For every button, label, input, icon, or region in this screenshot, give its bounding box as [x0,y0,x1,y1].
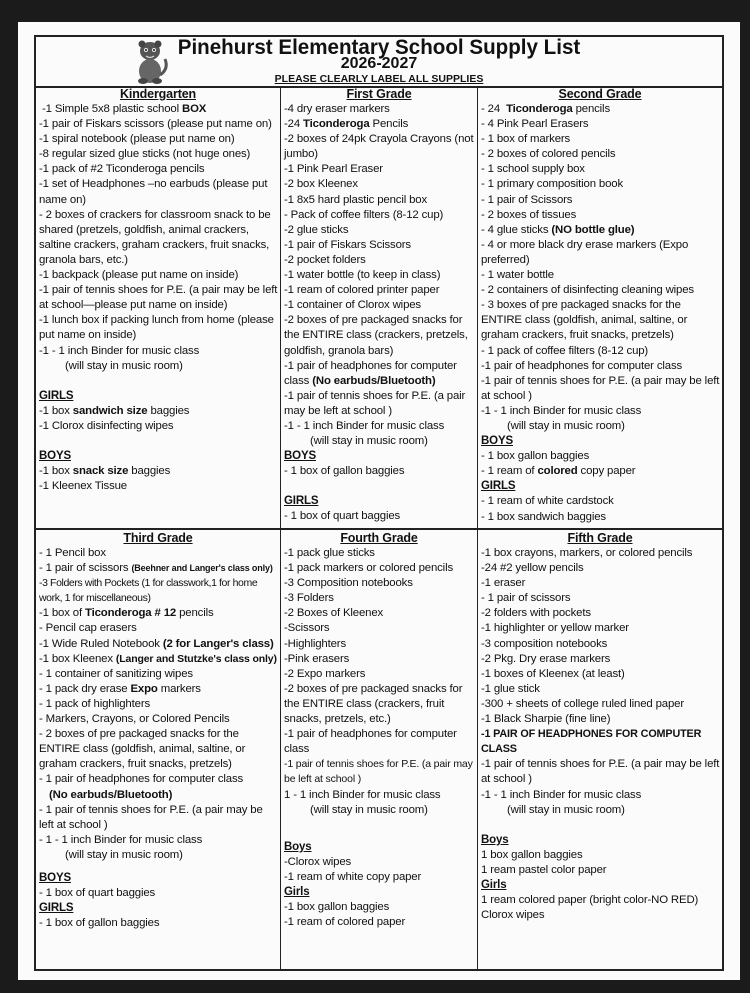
list-item: -8 regular sized glue sticks (not huge ones) [39,148,251,161]
boys-label: BOYS [284,450,316,463]
header [36,37,722,88]
list-item: - 1 pack of coffee filters (8-12 cup) [481,344,649,357]
list-item: -2 boxes of pre packaged snacks for the ENTIRE class (crackers, fruit snacks, pretzels, etc.) [284,682,463,726]
boys-label: Boys [481,833,509,846]
first-grade-section [280,86,477,528]
list-item: -1 - 1 inch Binder for music class [481,788,642,801]
boys-label: BOYS [39,449,71,462]
list-item: -3 Composition notebooks [284,577,413,590]
list-item: -300 + sheets of college ruled lined paper [481,697,684,710]
list-item: -1 PAIR OF HEADPHONES FOR COMPUTER CLASS [481,728,702,756]
list-item: -1 Wide Ruled Notebook (2 for Langer's class) [39,637,274,650]
list-item: -2 pocket folders [284,253,366,266]
list-item: -2 folders with pockets [481,607,591,620]
list-item: -1 glue stick [481,682,540,695]
list-item: - 2 boxes of colored pencils [481,148,616,161]
list-item: -1 box sandwich size baggies [39,404,190,417]
list-item: - 1 water bottle [481,269,554,282]
school-year: 2026-2027 [340,55,418,72]
fifth-grade-heading: Fifth Grade [567,531,633,545]
list-item: - 4 or more black dry erase markers (Expo preferred) [481,238,689,266]
list-item: (will stay in music room) [507,803,625,816]
list-item: (will stay in music room) [507,419,625,432]
list-item: -1 Kleenex Tissue [39,480,127,493]
list-item: (will stay in music room) [310,803,428,816]
list-item: -1 Simple 5x8 plastic school BOX [39,103,207,115]
list-item: -1 pair of headphones for computer class [481,359,683,372]
list-item: - Pack of coffee filters (8-12 cup) [284,208,444,221]
boys-label: Boys [284,840,312,853]
list-item: -3 composition notebooks [481,637,608,650]
list-item: -2 glue sticks [284,223,349,236]
list-item: - 1 Pencil box [39,547,106,559]
list-item: -Scissors [284,622,330,635]
list-item: -3 Folders with Pockets (1 for classwork,1 for home work, 1 for miscellaneous) [39,577,258,605]
list-item: -1 pair of tennis shoes for P.E. (a pair may be left at school ) [284,758,473,786]
list-item: - 1 container of sanitizing wipes [39,667,193,680]
list-item: -1 eraser [481,577,526,590]
list-item: -1 Black Sharpie (fine line) [481,713,611,726]
third-grade-heading: Third Grade [123,531,193,545]
list-item: - 1 box of gallon baggies [39,917,160,930]
list-item: -2 Expo markers [284,667,366,680]
grade-grid [36,86,722,969]
list-item: -Pink erasers [284,652,350,665]
list-item: - 1 pack dry erase Expo markers [39,682,201,695]
list-item: -2 box Kleenex [284,178,358,191]
list-item: - 1 primary composition book [481,178,624,191]
list-item: - 1 box of markers [481,133,571,146]
list-item: - 1 pair of scissors [481,592,571,605]
list-item: 1 box gallon baggies [481,848,583,861]
list-item: - 3 boxes of pre packaged snacks for the ENTIRE class (goldfish, animal, saltine, or graham crackers, fruit snacks, pretzels) [481,299,688,342]
supply-list-table [34,35,724,971]
girls-label: Girls [284,885,310,898]
list-item: -1 ream of white copy paper [284,870,422,883]
list-item: -1 backpack (please put name on inside) [39,269,239,282]
list-item: -1 box crayons, markers, or colored pencils [481,547,693,559]
second-grade-section [477,86,722,528]
list-item: -1 8x5 hard plastic pencil box [284,193,428,206]
paper-page [18,22,740,980]
list-item: - 1 pair of Scissors [481,193,573,206]
list-item: -1 box snack size baggies [39,465,171,478]
list-item: Clorox wipes [481,909,545,922]
list-item: -1 - 1 inch Binder for music class [39,344,200,357]
list-item: - 1 box gallon baggies [481,450,590,463]
list-item: -4 dry eraser markers [284,103,390,115]
list-item: (No earbuds/Bluetooth) [49,788,173,801]
list-item: - 1 pair of scissors (Beehner and Langer's class only) [39,562,273,575]
third-grade-section [36,528,280,969]
list-item: -1 pack of #2 Ticonderoga pencils [39,163,205,176]
list-item: -Clorox wipes [284,855,352,868]
list-item: (will stay in music room) [310,435,428,448]
list-item: -1 ream of colored paper [284,916,406,929]
list-item: -1 pair of Fiskars scissors (please put name on) [39,118,272,131]
list-item: (will stay in music room) [65,359,183,372]
list-item: - 1 pair of tennis shoes for P.E. (a pair may be left at school ) [39,803,263,831]
girls-label: GIRLS [481,480,516,493]
list-item: - 1 box of quart baggies [39,887,156,900]
list-item: - 2 boxes of crackers for classroom snack to be shared (pretzels, goldfish, animal crackers, saltine crackers, graham crackers, fruit snacks, granola bars, etc.) [39,208,271,266]
list-item: -3 Folders [284,592,334,605]
kindergarten-section [36,86,280,528]
girls-label: GIRLS [39,389,74,402]
list-item: -2 boxes of pre packaged snacks for the ENTIRE class (crackers, pretzels, goldfish, granola bars) [284,314,468,357]
list-item: -1 - 1 inch Binder for music class [284,419,445,432]
label-all-notice: PLEASE CLEARLY LABEL ALL SUPPLIES [274,73,484,85]
girls-label: GIRLS [39,902,74,915]
list-item: -1 spiral notebook (please put name on) [39,133,235,146]
list-item: -2 Boxes of Kleenex [284,607,384,620]
list-item: - 2 containers of disinfecting cleaning wipes [481,284,694,297]
list-item: - Markers, Crayons, or Colored Pencils [39,713,230,726]
list-item: -1 box of Ticonderoga # 12 pencils [39,607,214,620]
list-item: -1 pair of headphones for computer class (No earbuds/Bluetooth) [284,359,457,387]
list-item: -1 pair of headphones for computer class [284,728,457,756]
list-item: - 2 boxes of tissues [481,208,577,221]
list-item: - 2 boxes of pre packaged snacks for the ENTIRE class (goldfish, animal, saltine, or graham crackers, fruit snacks, pretzels) [39,728,246,771]
list-item: -1 pack markers or colored pencils [284,562,453,575]
boys-label: BOYS [39,871,71,884]
list-item: - 24 Ticonderoga pencils [481,103,610,115]
list-item: -1 pair of tennis shoes for P.E. (a pair may be left at school ) [481,374,720,402]
list-item: -2 boxes of 24pk Crayola Crayons (not jumbo) [284,133,474,161]
second-grade-heading: Second Grade [558,87,642,101]
page-title: Pinehurst Elementary School Supply List [177,36,581,59]
list-item: 1 - 1 inch Binder for music class [284,788,441,801]
list-item: -1 - 1 inch Binder for music class [481,404,642,417]
list-item: - 1 ream of white cardstock [481,495,614,508]
list-item: - 1 ream of colored copy paper [481,465,636,478]
list-item: -1 pack glue sticks [284,547,375,559]
girls-label: Girls [481,878,507,891]
list-item: -1 box gallon baggies [284,901,390,914]
list-item: -1 pair of tennis shoes for P.E. (a pair may be left at school ) [284,389,466,417]
list-item: -1 highlighter or yellow marker [481,622,629,635]
kindergarten-heading: Kindergarten [120,87,196,101]
list-item: -1 water bottle (to keep in class) [284,269,441,282]
list-item: -1 box Kleenex (Langer and Stutzke's class only) [39,652,277,665]
list-item: - 1 - 1 inch Binder for music class [39,833,203,846]
list-item: -2 Pkg. Dry erase markers [481,652,611,665]
list-item: -1 ream of colored printer paper [284,284,440,297]
list-item: - 1 box of quart baggies [284,510,401,523]
list-item: -1 set of Headphones –no earbuds (please put name on) [39,178,268,206]
list-item: - 4 Pink Pearl Erasers [481,118,589,131]
fifth-grade-section [477,528,722,969]
first-grade-heading: First Grade [346,87,412,101]
boys-label: BOYS [481,435,513,448]
list-item: - 4 glue sticks (NO bottle glue) [481,223,635,236]
list-item: -1 Pink Pearl Eraser [284,163,383,176]
list-item: (will stay in music room) [65,848,183,861]
list-item: -1 lunch box if packing lunch from home (please put name on inside) [39,314,274,342]
list-item: - 1 school supply box [481,163,585,176]
list-item: - 1 box of gallon baggies [284,465,405,478]
list-item: -24 Ticonderoga Pencils [284,118,409,131]
list-item: -1 pair of tennis shoes for P.E. (a pair may be left at school ) [481,758,720,786]
list-item: -1 container of Clorox wipes [284,299,421,312]
list-item: - Pencil cap erasers [39,622,137,635]
fourth-grade-section [280,528,477,969]
girls-label: GIRLS [284,495,319,508]
list-item: -Highlighters [284,637,346,650]
fourth-grade-heading: Fourth Grade [340,531,418,545]
list-item: - 1 box sandwich baggies [481,510,606,523]
list-item: -1 pair of tennis shoes for P.E. (a pair may be left at school—please put name on inside) [39,284,278,312]
list-item: 1 ream colored paper (bright color-NO RED) [481,894,699,907]
list-item: -24 #2 yellow pencils [481,562,584,575]
list-item: - 1 pack of highlighters [39,697,151,710]
list-item: 1 ream pastel color paper [481,863,607,876]
list-item: -1 Clorox disinfecting wipes [39,419,174,432]
list-item: - 1 pair of headphones for computer class [39,773,244,786]
list-item: -1 pair of Fiskars Scissors [284,238,411,251]
list-item: -1 boxes of Kleenex (at least) [481,667,625,680]
